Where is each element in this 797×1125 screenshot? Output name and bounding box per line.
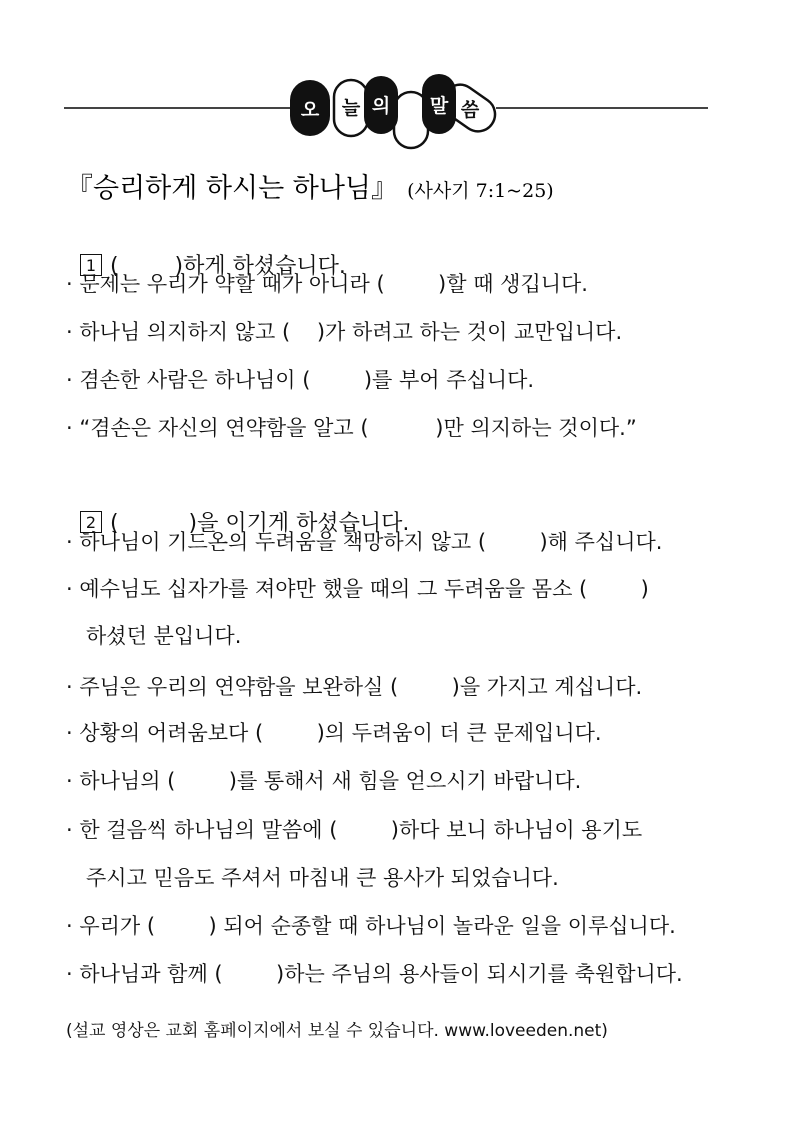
banner-char-3: 의	[371, 95, 391, 117]
banner-char-4: 말	[429, 95, 449, 117]
section-2-number-box: 2	[80, 511, 102, 533]
section-2-line: 하셨던 분입니다.	[66, 624, 242, 648]
section-1-line: · 문제는 우리가 약할 때가 아니라 ( )할 때 생깁니다.	[66, 272, 588, 296]
section-1-number-box: 1	[80, 254, 102, 276]
section-2-line: 주시고 믿음도 주셔서 마침내 큰 용사가 되었습니다.	[66, 866, 559, 890]
banner-char-2: 늘	[341, 97, 361, 119]
header-rule-left	[64, 107, 290, 109]
sermon-title: 『승리하게 하시는 하나님』	[66, 173, 398, 204]
section-2-line: · 하나님이 기드온의 두려움을 책망하지 않고 ( )해 주십니다.	[66, 530, 663, 554]
section-1-heading-text: ( )하게 하셨습니다.	[110, 254, 346, 279]
section-2-line: · 상황의 어려움보다 ( )의 두려움이 더 큰 문제입니다.	[66, 721, 602, 745]
sermon-title-row	[66, 166, 554, 205]
pill-banner-graphic	[284, 70, 504, 150]
section-2-heading-text: ( )을 이기게 하셨습니다.	[110, 511, 410, 536]
section-1-line: · 겸손한 사람은 하나님이 ( )를 부어 주십니다.	[66, 368, 535, 392]
banner-char-5: 씀	[460, 99, 480, 121]
section-2-line: · 하나님과 함께 ( )하는 주님의 용사들이 되시기를 축원합니다.	[66, 962, 683, 986]
section-2-line: · 하나님의 ( )를 통해서 새 힘을 얻으시기 바랍니다.	[66, 769, 582, 793]
banner-char-1: 오	[300, 99, 320, 121]
scripture-reference: (사사기 7:1~25)	[407, 180, 554, 202]
section-1-line: · 하나님 의지하지 않고 ( )가 하려고 하는 것이 교만입니다.	[66, 320, 623, 344]
section-2-line: · 우리가 ( ) 되어 순종할 때 하나님이 놀라운 일을 이루십니다.	[66, 914, 676, 938]
section-2-line: · 한 걸음씩 하나님의 말씀에 ( )하다 보니 하나님이 용기도	[66, 818, 643, 842]
section-1-line: · “겸손은 자신의 연약함을 알고 ( )만 의지하는 것이다.”	[66, 416, 637, 440]
section-2-line: · 주님은 우리의 연약함을 보완하실 ( )을 가지고 계십니다.	[66, 675, 643, 699]
header-rule-right	[496, 107, 708, 109]
todays-word-banner	[284, 70, 504, 150]
footer-note: (설교 영상은 교회 홈페이지에서 보실 수 있습니다. www.loveeden.net)	[66, 1021, 608, 1041]
section-2-line: · 예수님도 십자가를 져야만 했을 때의 그 두려움을 몸소 ( )	[66, 577, 649, 601]
